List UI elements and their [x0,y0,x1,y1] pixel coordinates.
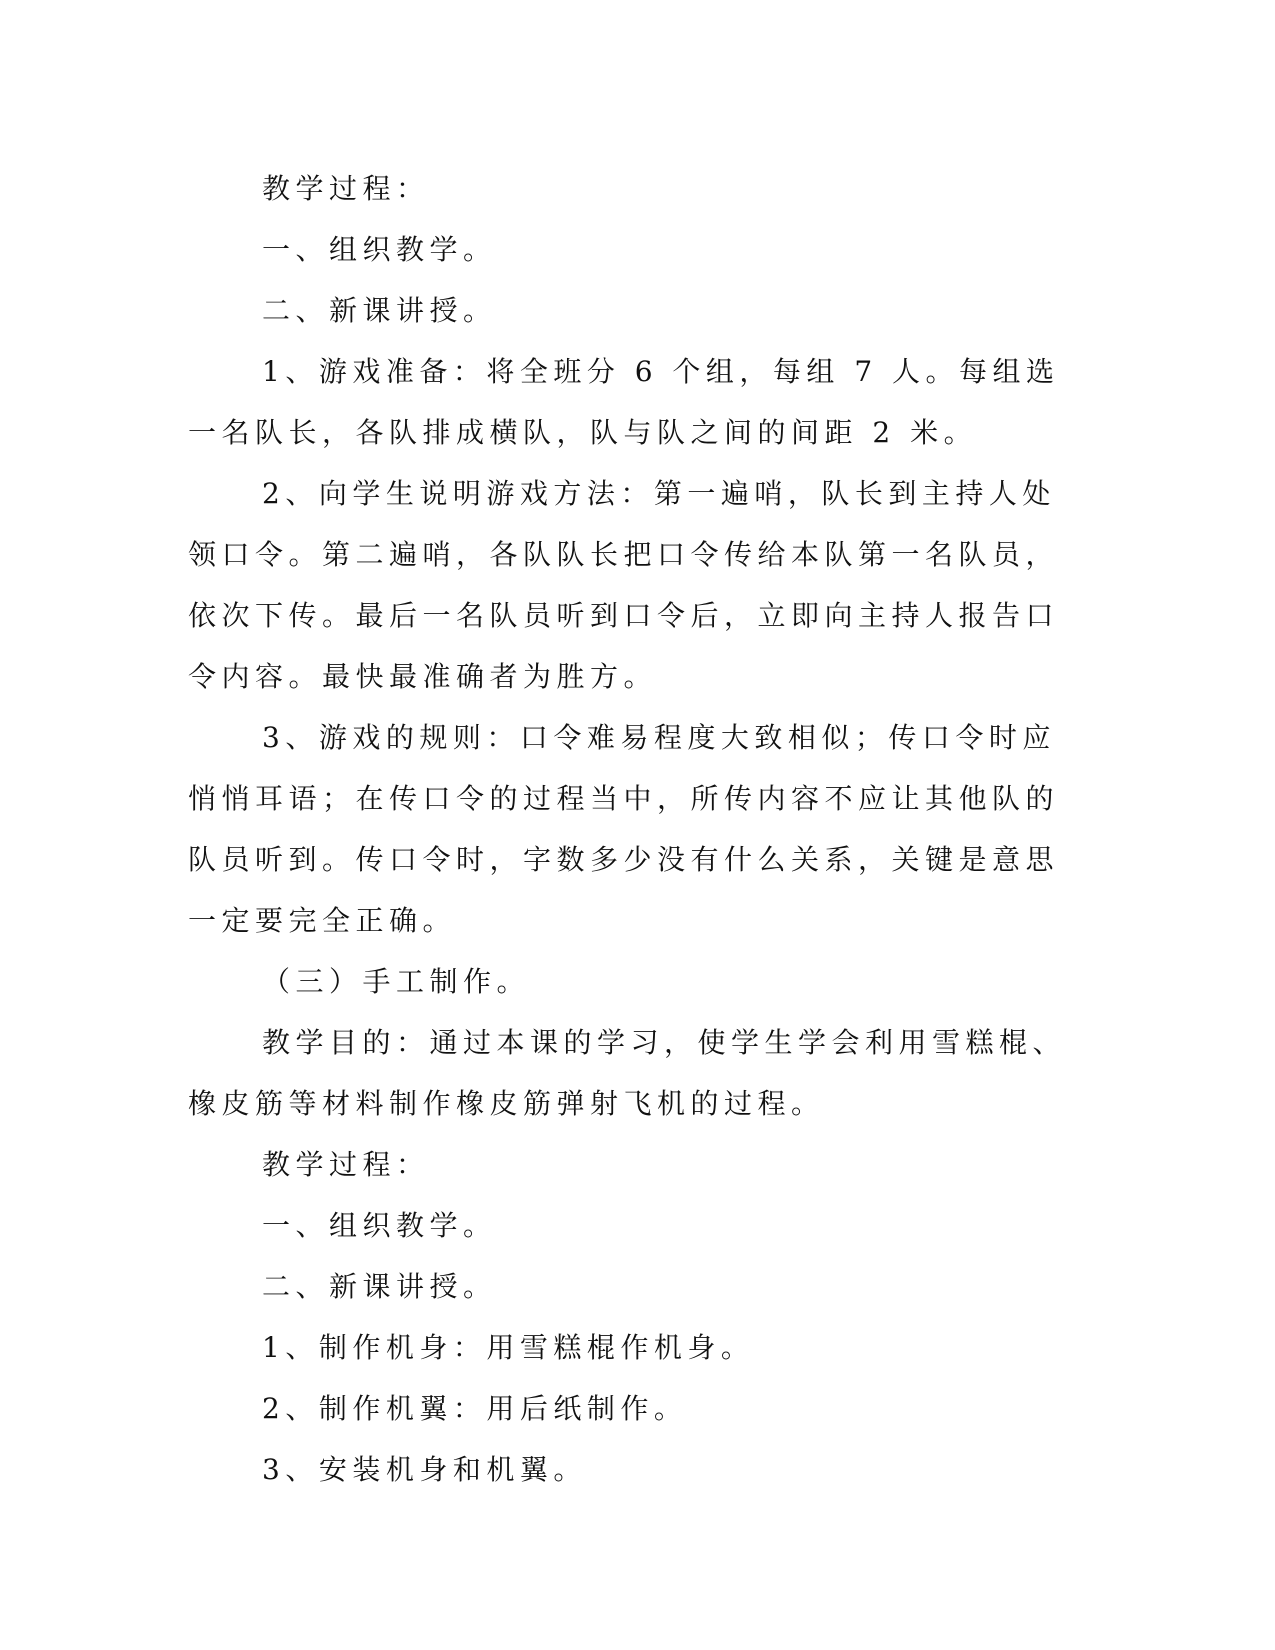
game-preparation-paragraph: 1、游戏准备：将全班分 6 个组，每组 7 人。每组选一名队长，各队排成横队，队与队之间的间距 2 米。 [188,355,1060,449]
make-fuselage-step: 1、制作机身：用雪糕棍作机身。 [262,1331,755,1364]
heading-teaching-process-1: 教学过程： [262,172,430,205]
step-organize-teaching-1: 一、组织教学。 [262,233,497,266]
teaching-purpose-paragraph: 教学目的：通过本课的学习，使学生学会利用雪糕棍、橡皮筋等材料制作橡皮筋弹射飞机的过程。 [188,1026,1067,1120]
game-rules-paragraph: 3、游戏的规则：口令难易程度大致相似；传口令时应悄悄耳语；在传口令的过程当中，所传内容不应让其他队的队员听到。传口令时，字数多少没有什么关系，关键是意思一定要完全正确。 [188,721,1060,937]
assemble-step: 3、安装机身和机翼。 [262,1453,587,1486]
step-new-lesson-2: 二、新课讲授。 [262,1270,497,1303]
game-method-paragraph: 2、向学生说明游戏方法：第一遍哨，队长到主持人处领口令。第二遍哨，各队队长把口令传给本队第一名队员，依次下传。最后一名队员听到口令后，立即向主持人报告口令内容。最快最准确者为胜方。 [188,477,1060,693]
make-wings-step: 2、制作机翼：用后纸制作。 [262,1392,688,1425]
section-handcraft-heading: （三）手工制作。 [262,965,531,998]
step-new-lesson-1: 二、新课讲授。 [262,294,497,327]
document-body [188,158,1073,1500]
heading-teaching-process-2: 教学过程： [262,1148,430,1181]
step-organize-teaching-2: 一、组织教学。 [262,1209,497,1242]
